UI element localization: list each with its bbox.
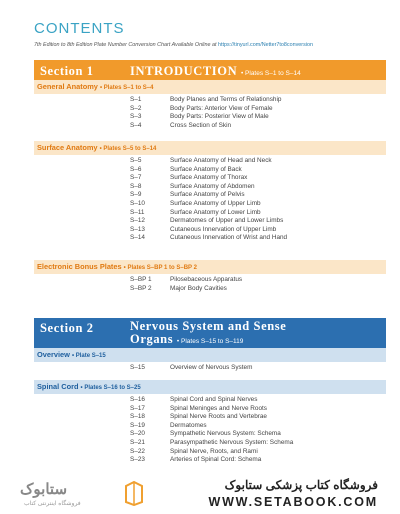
- section-2-banner: [34, 318, 386, 348]
- entry-list-general-anatomy: [130, 96, 281, 130]
- plate-code: S–17: [130, 404, 145, 412]
- plate-title: Surface Anatomy of Back: [170, 165, 242, 173]
- footer-banner: [0, 474, 400, 514]
- plate-title: Spinal Nerve, Roots, and Rami: [170, 447, 258, 455]
- subsection-title: [37, 260, 197, 275]
- section-plates: • Plates S–15 to S–119: [176, 338, 244, 345]
- list-item[interactable]: [130, 405, 293, 414]
- plate-title: Spinal Meninges and Nerve Roots: [170, 404, 267, 412]
- list-item[interactable]: [130, 166, 287, 175]
- list-item[interactable]: [130, 157, 287, 166]
- logo-text: ستابوک: [20, 481, 68, 498]
- list-item[interactable]: [130, 191, 287, 200]
- shop-url[interactable]: WWW.SETABOOK.COM: [208, 495, 378, 509]
- subsection-electronic-bonus-plates[interactable]: [34, 260, 386, 274]
- plate-title: Dermatomes of Upper and Lower Limbs: [170, 217, 284, 225]
- plate-code: S–16: [130, 396, 145, 403]
- plate-code: S–9: [130, 191, 142, 199]
- section-plates: • Plates S–1 to S–14: [240, 70, 301, 77]
- list-item[interactable]: [130, 234, 287, 243]
- subsection-title-text: General Anatomy: [37, 82, 98, 91]
- subsection-plates: • Plate S–15: [71, 353, 106, 359]
- section-1-banner: [34, 60, 386, 82]
- subsection-spinal-cord[interactable]: [34, 380, 386, 394]
- subsection-overview[interactable]: [34, 348, 386, 362]
- subsection-general-anatomy[interactable]: [34, 80, 386, 94]
- plate-code: S–8: [130, 182, 142, 190]
- subsection-title-text: Spinal Cord: [37, 382, 79, 391]
- section-title-line-2: Organs: [130, 332, 174, 346]
- plate-code: S–11: [130, 208, 145, 216]
- subsection-plates: • Plates S–16 to S–25: [80, 385, 141, 391]
- logo-subtitle: فروشگاه اینترنتی کتاب: [24, 501, 81, 507]
- list-item[interactable]: [130, 413, 293, 422]
- edition-note: [34, 42, 313, 48]
- plate-title: Cutaneous Innervation of Wrist and Hand: [170, 234, 288, 242]
- plate-code: S–21: [130, 438, 145, 446]
- plate-title: Surface Anatomy of Lower Limb: [170, 208, 261, 216]
- plate-code: S–4: [130, 121, 142, 129]
- list-item[interactable]: [130, 448, 293, 457]
- plate-code: S–6: [130, 165, 142, 173]
- plate-title: Overview of Nervous System: [170, 364, 253, 371]
- subsection-title-text: Electronic Bonus Plates: [37, 262, 122, 271]
- plate-title: Major Body Cavities: [170, 284, 227, 292]
- section-title-text: INTRODUCTION: [130, 64, 238, 78]
- subsection-title: [37, 80, 153, 95]
- list-item[interactable]: [130, 439, 293, 448]
- list-item[interactable]: [130, 430, 293, 439]
- plate-title: Surface Anatomy of Head and Neck: [170, 157, 272, 164]
- plate-title: Dermatomes: [170, 421, 207, 429]
- entry-list-electronic-bonus-plates: [130, 276, 242, 293]
- subsection-title-text: Overview: [37, 350, 70, 359]
- list-item[interactable]: [130, 200, 287, 209]
- plate-title: Body Planes and Terms of Relationship: [170, 96, 282, 103]
- subsection-title: [37, 141, 156, 156]
- plate-title: Body Parts: Anterior View of Female: [170, 104, 273, 112]
- plate-code: S–7: [130, 174, 142, 182]
- plate-code: S–2: [130, 104, 142, 112]
- plate-title: Arteries of Spinal Cord: Schema: [170, 456, 262, 464]
- plate-title: Cross Section of Skin: [170, 121, 232, 129]
- page-title: CONTENTS: [34, 20, 125, 37]
- shop-name: فروشگاه کتاب پزشکی ستابوک: [224, 478, 378, 492]
- entry-list-surface-anatomy: [130, 157, 287, 243]
- section-number: Section 2: [40, 321, 94, 335]
- list-item[interactable]: [130, 113, 281, 122]
- plate-code: S–14: [130, 234, 145, 242]
- list-item[interactable]: [130, 122, 281, 131]
- list-item[interactable]: [130, 174, 287, 183]
- plate-title: Surface Anatomy of Pelvis: [170, 191, 245, 199]
- list-item[interactable]: [130, 396, 293, 405]
- list-item[interactable]: [130, 209, 287, 218]
- subsection-plates: • Plates S–5 to S–14: [99, 146, 157, 152]
- section-number: Section 1: [40, 64, 94, 78]
- list-item[interactable]: [130, 183, 287, 192]
- plate-code: S–23: [130, 456, 145, 464]
- plate-code: S–18: [130, 413, 145, 421]
- plate-code: S–22: [130, 447, 145, 455]
- subsection-plates: • Plates S–1 to S–4: [100, 85, 154, 91]
- plate-title: Cutaneous Innervation of Upper Limb: [170, 225, 277, 233]
- entry-list-overview: [130, 364, 252, 373]
- plate-title: Spinal Cord and Spinal Nerves: [170, 396, 258, 403]
- subsection-title: [37, 348, 106, 363]
- plate-code: S–BP 2: [130, 284, 152, 292]
- book-logo-icon: [124, 480, 144, 506]
- list-item[interactable]: [130, 285, 242, 294]
- plate-code: S–10: [130, 199, 145, 207]
- entry-list-spinal-cord: [130, 396, 293, 465]
- plate-code: S–20: [130, 430, 145, 438]
- plate-code: S–15: [130, 364, 145, 371]
- plate-title: Surface Anatomy of Thorax: [170, 174, 248, 182]
- plate-code: S–19: [130, 421, 145, 429]
- plate-code: S–13: [130, 225, 145, 233]
- plate-title: Pilosebaceous Apparatus: [170, 276, 243, 283]
- section-title: [130, 64, 301, 79]
- list-item[interactable]: [130, 105, 281, 114]
- list-item[interactable]: [130, 276, 242, 285]
- list-item[interactable]: [130, 456, 293, 465]
- plate-title: Body Parts: Posterior View of Male: [170, 113, 269, 121]
- plate-code: S–1: [130, 96, 142, 103]
- plate-code: S–3: [130, 113, 142, 121]
- subsection-title-text: Surface Anatomy: [37, 143, 98, 152]
- plate-code: S–BP 1: [130, 276, 152, 283]
- plate-title: Spinal Nerve Roots and Vertebrae: [170, 413, 267, 421]
- list-item[interactable]: [130, 422, 293, 431]
- setabook-logo: [10, 480, 120, 510]
- list-item[interactable]: [130, 364, 252, 373]
- list-item[interactable]: [130, 96, 281, 105]
- plate-code: S–5: [130, 157, 142, 164]
- plate-title: Parasympathetic Nervous System: Schema: [170, 438, 294, 446]
- plate-title: Surface Anatomy of Upper Limb: [170, 199, 261, 207]
- conversion-chart-link[interactable]: https://tinyurl.com/Netter7to8conversion: [217, 42, 313, 48]
- list-item[interactable]: [130, 217, 287, 226]
- section-title-line-1: Nervous System and Sense: [130, 319, 287, 333]
- list-item[interactable]: [130, 226, 287, 235]
- plate-title: Sympathetic Nervous System: Schema: [170, 430, 281, 438]
- section-title: [130, 320, 286, 348]
- edition-note-text: 7th Edition to 8th Edition Plate Number Conversion Chart Available Online at: [34, 42, 218, 48]
- subsection-plates: • Plates S–BP 1 to S–BP 2: [123, 265, 197, 271]
- plate-title: Surface Anatomy of Abdomen: [170, 182, 255, 190]
- subsection-title: [37, 380, 141, 395]
- subsection-surface-anatomy[interactable]: [34, 141, 386, 155]
- plate-code: S–12: [130, 217, 145, 225]
